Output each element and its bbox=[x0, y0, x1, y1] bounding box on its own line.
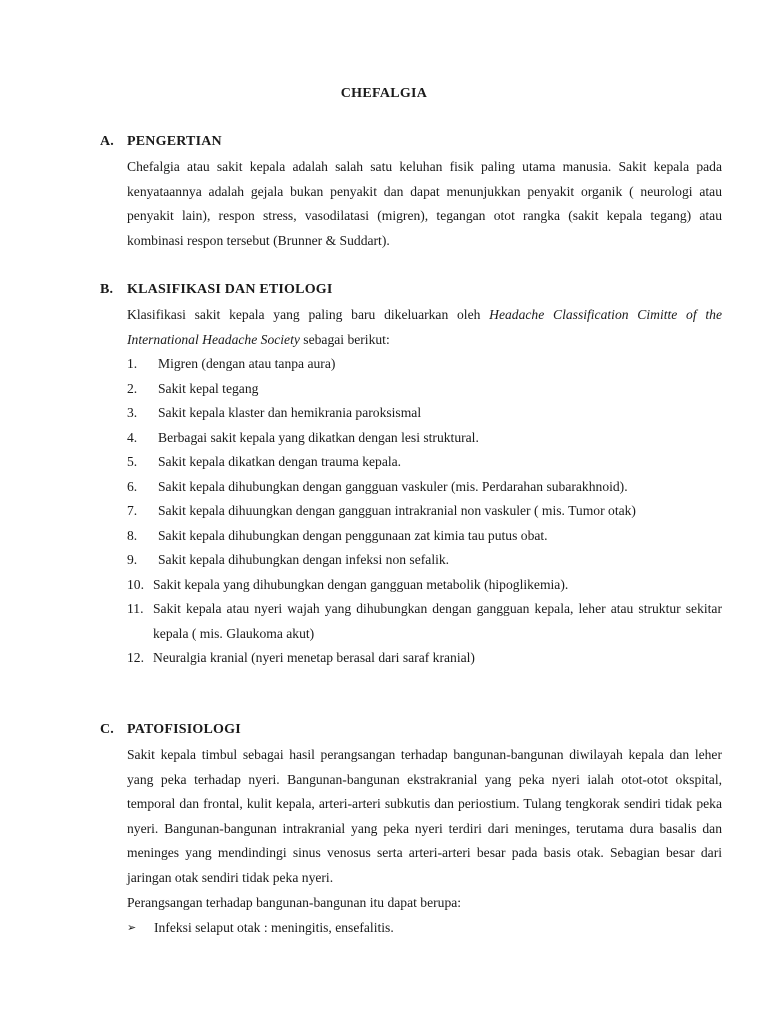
list-item-number: 10. bbox=[127, 577, 144, 592]
list-item-text: Sakit kepala dikatkan dengan trauma kepala. bbox=[158, 454, 402, 469]
section-b-letter: B. bbox=[100, 282, 114, 297]
list-item bbox=[127, 524, 722, 549]
list-item-number: 5. bbox=[127, 454, 138, 469]
list-item bbox=[127, 548, 722, 573]
list-item-text: Berbagai sakit kepala yang dikatkan dengan lesi struktural. bbox=[158, 430, 479, 445]
list-item bbox=[127, 377, 722, 402]
section-c-title: PATOFISIOLOGI bbox=[127, 722, 241, 737]
section-b-heading bbox=[100, 282, 333, 298]
section-b-intro bbox=[127, 303, 722, 352]
section-a-heading bbox=[100, 134, 222, 150]
list-item-text: Sakit kepala dihubungkan dengan penggunaan zat kimia tau putus obat. bbox=[158, 528, 548, 543]
list-item bbox=[127, 646, 722, 671]
list-item-text: Migren (dengan atau tanpa aura) bbox=[158, 356, 336, 371]
list-item-number: 7. bbox=[127, 503, 138, 518]
arrow-bullet-icon: ➢ bbox=[127, 921, 137, 934]
list-item-number: 12. bbox=[127, 650, 144, 665]
section-a-title: PENGERTIAN bbox=[127, 134, 222, 149]
list-item-text: Sakit kepala dihubungkan dengan infeksi non sefalik. bbox=[158, 552, 450, 567]
document-title: CHEFALGIA bbox=[340, 86, 428, 101]
list-item-text: Neuralgia kranial (nyeri menetap berasal dari saraf kranial) bbox=[153, 650, 475, 665]
list-item bbox=[127, 426, 722, 451]
list-item-number: 2. bbox=[127, 381, 138, 396]
list-item bbox=[127, 573, 722, 598]
list-item-number: 9. bbox=[127, 552, 138, 567]
list-item-number: 6. bbox=[127, 479, 138, 494]
list-item bbox=[127, 597, 722, 646]
section-c-letter: C. bbox=[100, 722, 115, 737]
bullet-item-text: Infeksi selaput otak : meningitis, ensefalitis. bbox=[154, 920, 394, 935]
section-c-lead: Perangsangan terhadap bangunan-bangunan itu dapat berupa: bbox=[127, 895, 462, 910]
section-b-title: KLASIFIKASI DAN ETIOLOGI bbox=[127, 282, 333, 297]
list-item-number: 1. bbox=[127, 356, 138, 371]
section-c-heading bbox=[100, 722, 241, 738]
section-c-paragraph: Sakit kepala timbul sebagai hasil perangsangan terhadap bangunan-bangunan diwilayah kepala dan leher yang peka terhadap nyeri. Bangunan-bangunan ekstrakranial yang peka nyeri ialah otot-otot okspital, temporal dan frontal, kulit kepala, arteri-arteri subkutis dan periostium. Tulang tengkorak sendiri tidak peka nyeri. Bangunan-bangunan intrakranial yang peka nyeri terdiri dari meninges, terutama dura basalis dan meninges yang mendindingi sinus venosus serta arteri-arteri besar pada basis otak. Sebagian besar dari jaringan otak sendiri tidak peka nyeri. bbox=[127, 747, 722, 885]
section-b-intro-italic: Headache Classification Cimitte of the International Headache Society bbox=[127, 307, 722, 347]
list-item-number: 11. bbox=[127, 601, 144, 616]
list-item bbox=[127, 450, 722, 475]
list-item bbox=[127, 352, 722, 377]
bullet-item bbox=[127, 916, 722, 941]
section-b-intro-end: sebagai berikut: bbox=[299, 331, 390, 347]
list-item bbox=[127, 475, 722, 500]
list-item-number: 8. bbox=[127, 528, 138, 543]
list-item-text: Sakit kepala dihuungkan dengan gangguan intrakranial non vaskuler ( mis. Tumor otak) bbox=[158, 503, 636, 518]
section-b-intro-start: Klasifikasi sakit kepala yang paling baru dikeluarkan oleh bbox=[127, 307, 490, 322]
list-item-text: Sakit kepala dihubungkan dengan gangguan vaskuler (mis. Perdarahan subarakhnoid). bbox=[158, 479, 628, 494]
list-item-text: Sakit kepala atau nyeri wajah yang dihubungkan dengan gangguan kepala, leher atau struktur sekitar kepala ( mis. Glaukoma akut) bbox=[153, 601, 722, 641]
list-item-text: Sakit kepala klaster dan hemikrania paroksismal bbox=[158, 405, 422, 420]
list-item-text: Sakit kepala yang dihubungkan dengan gangguan metabolik (hipoglikemia). bbox=[153, 577, 569, 592]
list-item-text: Sakit kepal tegang bbox=[158, 381, 259, 396]
section-a-letter: A. bbox=[100, 134, 115, 149]
list-item bbox=[127, 499, 722, 524]
section-a-paragraph: Chefalgia atau sakit kepala adalah salah satu keluhan fisik paling utama manusia. Sakit kepala pada kenyataannya adalah gejala bukan penyakit dan dapat menunjukkan penyakit organik ( neurologi atau penyakit lain), respon stress, vasodilatasi (migren), tegangan otot rangka (sakit kepala tegang) atau kombinasi respon tersebut (Brunner & Suddart). bbox=[127, 159, 722, 248]
list-item-number: 3. bbox=[127, 405, 138, 420]
list-item bbox=[127, 401, 722, 426]
list-item-number: 4. bbox=[127, 430, 138, 445]
